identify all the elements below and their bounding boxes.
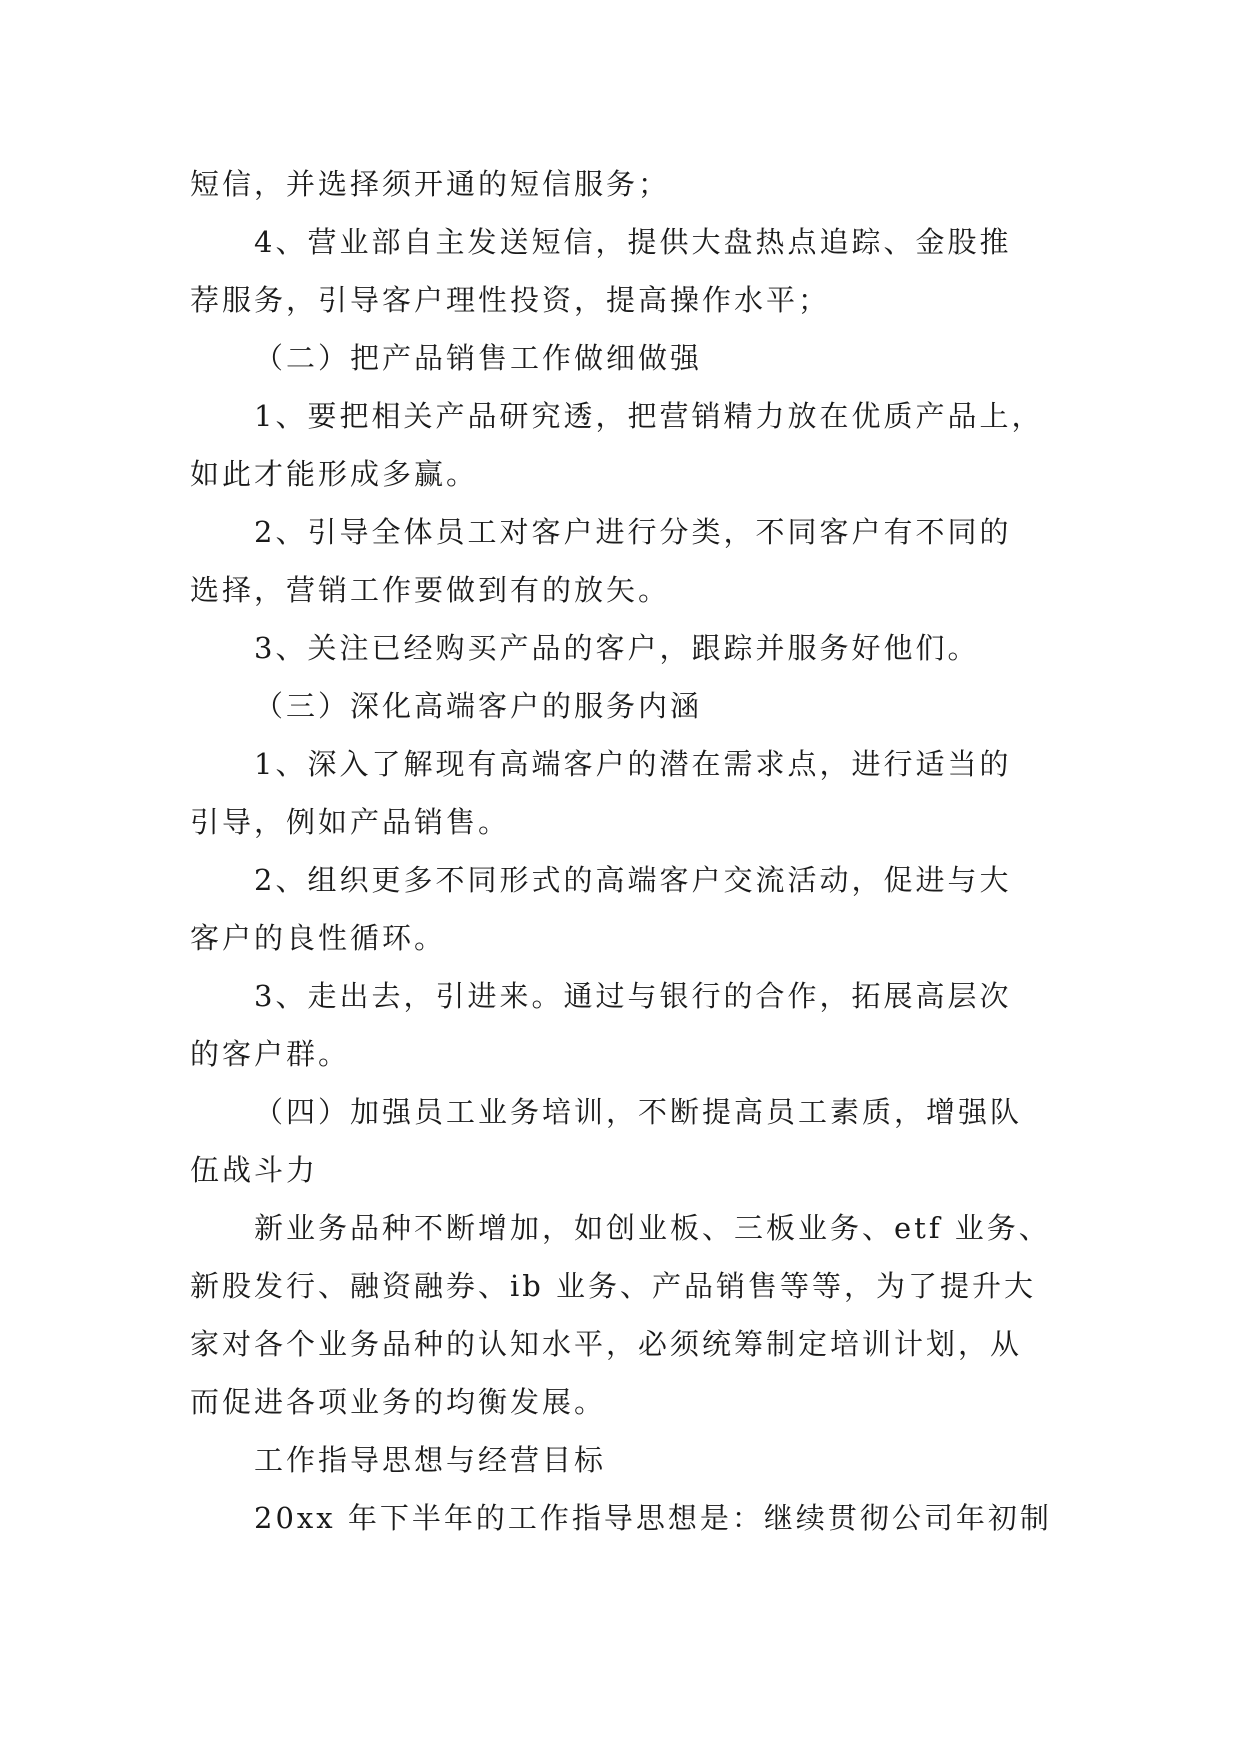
section-heading: （四）加强员工业务培训，不断提高员工素质，增强队 [254,1095,1023,1129]
text-line: 的客户群。 [190,1037,351,1071]
text-line: 而促进各项业务的均衡发展。 [190,1385,607,1419]
text-line: 客户的良性循环。 [190,921,447,955]
text-line: 新股发行、融资融券、ib 业务、产品销售等等，为了提升大 [190,1269,1037,1303]
text-line: 1、要把相关产品研究透，把营销精力放在优质产品上， [254,399,1044,433]
document-page [190,155,1050,1547]
section-heading: （二）把产品销售工作做细做强 [254,341,703,375]
text-line: 2、组织更多不同形式的高端客户交流活动，促进与大 [254,863,1012,897]
text-line: 3、走出去，引进来。通过与银行的合作，拓展高层次 [254,979,1012,1013]
text-line: 如此才能形成多赢。 [190,457,479,491]
text-line: 新业务品种不断增加，如创业板、三板业务、etf 业务、 [254,1211,1051,1245]
text-line: 荐服务，引导客户理性投资，提高操作水平； [190,283,831,317]
text-line: 选择，营销工作要做到有的放矢。 [190,573,671,607]
text-line: 3、关注已经购买产品的客户，跟踪并服务好他们。 [254,631,980,665]
text-line: 短信，并选择须开通的短信服务； [190,167,671,201]
section-heading: （三）深化高端客户的服务内涵 [254,689,703,723]
text-line: 4、营业部自主发送短信，提供大盘热点追踪、金股推 [254,225,1012,259]
text-line: 2、引导全体员工对客户进行分类，不同客户有不同的 [254,515,1012,549]
text-line: 1、深入了解现有高端客户的潜在需求点，进行适当的 [254,747,1012,781]
text-line: 家对各个业务品种的认知水平，必须统筹制定培训计划，从 [190,1327,1023,1361]
text-line: 20xx 年下半年的工作指导思想是：继续贯彻公司年初制 [254,1501,1052,1535]
section-heading: 工作指导思想与经营目标 [254,1443,607,1477]
text-line: 引导，例如产品销售。 [190,805,511,839]
section-heading: 伍战斗力 [190,1153,319,1187]
